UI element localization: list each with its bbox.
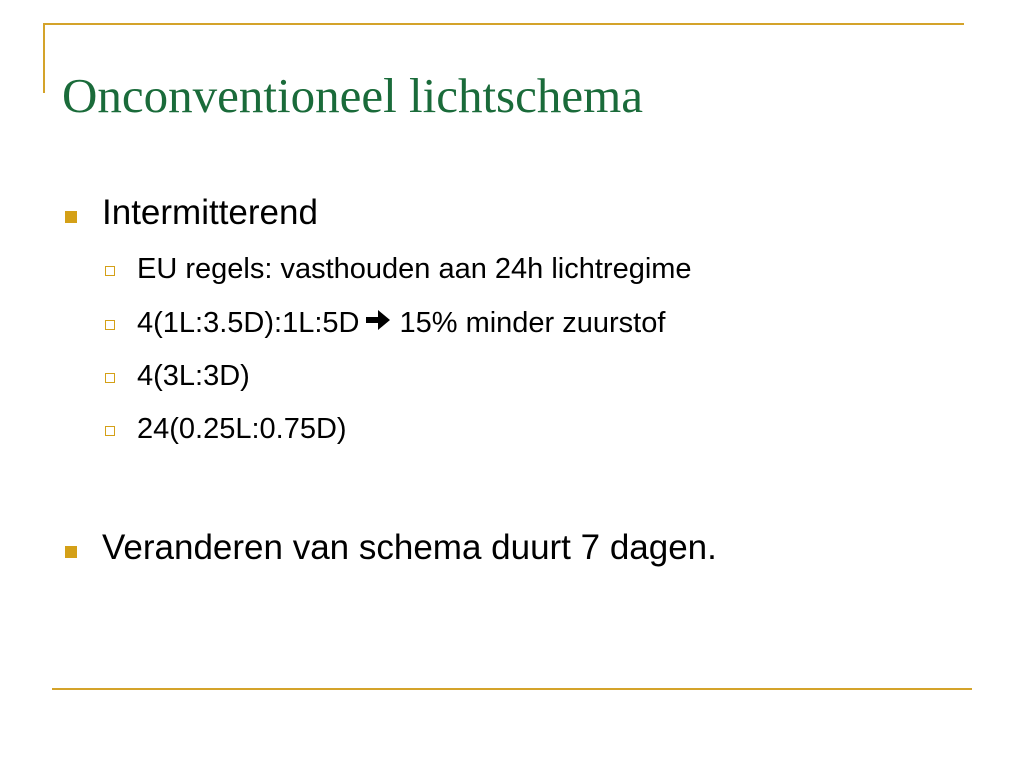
top-rule — [43, 23, 964, 25]
hollow-square-bullet-icon — [105, 426, 115, 436]
square-bullet-icon — [65, 211, 77, 223]
bottom-rule — [52, 688, 972, 690]
hollow-square-bullet-icon — [105, 266, 115, 276]
sub-bullet-text-before: 4(1L:3.5D):1L:5D — [137, 307, 360, 339]
sub-bullet-text: 24(0.25L:0.75D) — [137, 413, 347, 445]
hollow-square-bullet-icon — [105, 320, 115, 330]
bullet-text: Veranderen van schema duurt 7 dagen. — [102, 528, 717, 567]
square-bullet-icon — [65, 546, 77, 558]
sub-bullet-text: EU regels: vasthouden aan 24h lichtregime — [137, 253, 692, 285]
sub-bullet-text: 4(3L:3D) — [137, 360, 250, 392]
sub-bullet-text-after: 15% minder zuurstof — [399, 307, 666, 339]
bullet-text: Intermitterend — [102, 193, 318, 232]
hollow-square-bullet-icon — [105, 373, 115, 383]
slide-title: Onconventioneel lichtschema — [62, 68, 643, 123]
right-arrow-icon — [365, 305, 391, 339]
left-rule — [43, 23, 45, 93]
sub-bullet-text — [137, 306, 665, 341]
